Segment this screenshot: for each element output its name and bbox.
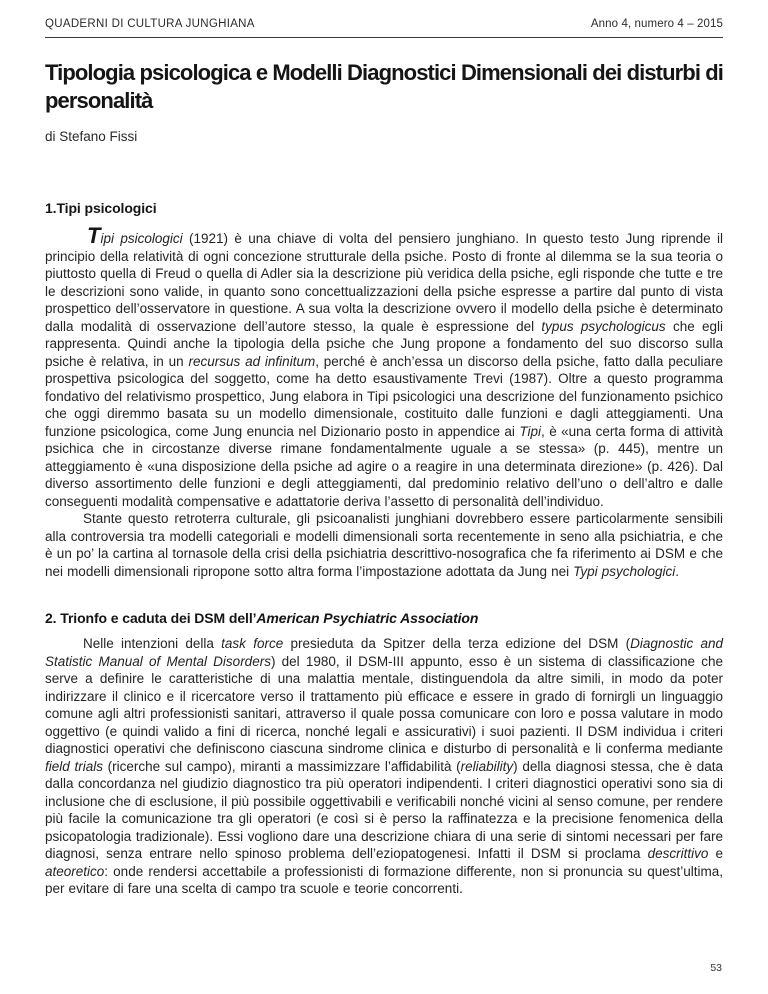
journal-name: QUADERNI DI CULTURA JUNGHIANA	[45, 18, 255, 30]
paragraph	[45, 225, 723, 510]
italic-text-run: recursus ad infinitum	[188, 353, 316, 369]
text-run: , è «una certa forma di attività psichica che in circostanze diverse rimane fondamentalmente uguale a se stessa» (p. 445), mentre un atteggiamento è «una disposizione della psiche ad agire o a reagire in una determinata direzione» (p. 426). Dal diverso assortimento delle funzioni e degli atteggiamenti, dal predominio relativo dell’uno o dell’altro e dalle conseguenti modalità compensative e adattatorie deriva l’assetto di personalità dell’individuo.	[45, 423, 723, 509]
page-number: 53	[710, 962, 722, 974]
issue-info: Anno 4, numero 4 – 2015	[590, 18, 723, 30]
italic-text-run: ateoretico	[45, 863, 105, 879]
article-title: Tipologia psicologica e Modelli Diagnostici Dimensionali dei disturbi di personalità	[45, 60, 724, 113]
section-heading	[45, 610, 723, 626]
text-run: Nelle intenzioni della	[83, 636, 222, 651]
running-header	[45, 18, 723, 38]
byline: di Stefano Fissi	[45, 129, 138, 144]
italic-text-run: Tipi	[519, 423, 542, 439]
italic-text-run: Diagnostic and Statistic Manual of Mental Disorders	[45, 636, 724, 669]
drop-cap-initial: T	[87, 223, 101, 248]
text-run: .	[675, 563, 680, 579]
italic-text-run: task force	[221, 636, 284, 651]
italic-text-run: descrittivo	[647, 846, 709, 861]
text-run: ) del 1980, il DSM-III appunto, esso è un sistema di classificazione che serve a definire le caratteristiche di una malattia mentale, distinguendola da altre simili, in modo da poter indirizzare il clinico e il ricercatore verso il trattamento più efficace e essere in grado di fornirgli un linguaggio comune agli altri professionisti sanitari, attraverso il quale possa comunicare con loro e possa valutare in modo oggettivo (e quindi valido a fini di ricerca, nonché legali e assicurativi) i suoi pazienti. Il DSM individua i criteri diagnostici operativi che definiscono ciascuna sindrome clinica e disturbo di personalità e li conferma mediante	[45, 653, 723, 756]
text-run: e	[708, 846, 724, 861]
article-body	[45, 200, 723, 898]
text-run: presieduta da Spitzer della terza edizione del DSM (	[283, 636, 631, 651]
text-run: che egli rappresenta. Quindi anche la tipologia della psiche che Jung propone a fondamento del suo discorso sulla psiche è relativa, in un	[45, 318, 723, 369]
text-run: Stante questo retroterra culturale, gli psicoanalisti junghiani dovrebbero essere particolarmente sensibili alla controversia tra modelli categoriali e modelli dimensionali sorta recentemente in seno alla psichiatria, e che è un po’ la cartina al tornasole della crisi della psichiatria descrittivo-nosografica che fa riferimento ai DSM e che nei modelli dimensionali ripropone sotto altra forma l’impostazione adottata da Jung nei	[45, 511, 723, 579]
article-section-2	[45, 610, 723, 898]
italic-text-run: ipi psicologici	[100, 231, 183, 246]
text-run: ) della diagnosi stessa, che è data dalla concordanza nel giudizio diagnostico tra più operatori indipendenti. I criteri diagnostici operativi sono sia di inclusione che di esclusione, il più possibile oggettivabili e verificabili nonché vicini al senso comune, per rendere più facile la comunicazione tra gli operatori (e così si è perso la raffinatezza e la precisione fenomenica della psicopatologia tradizionale). Essi vogliono dare una descrizione chiara di una serie di sintomi necessari per fare diagnosi, senza entrare nello spinoso problema dell’eziopatogenesi. Infatti il DSM si proclama	[45, 758, 723, 861]
italic-text-run: reliability	[460, 758, 514, 774]
paragraph	[45, 510, 723, 580]
italic-text-run: field trials	[45, 758, 103, 774]
italic-text-run: Typi psychologici	[573, 563, 676, 579]
text-run: (ricerche sul campo), miranti a massimizzare l’affidabilità (	[102, 758, 461, 774]
text-run: 2. Trionfo e caduta dei DSM dell’	[45, 610, 257, 626]
text-run: , perché è anch’essa un discorso della psiche, fatto dalla peculiare prospettiva psicologica del soggetto, come ha detto esaustivamente Trevi (1987). Oltre a questo programma fondativo del relativismo prospettico, Jung elabora in Tipi psicologici una descrizione del funzionamento psichico che oggi diremmo basata su un modello dimensionale, costituito dalle funzioni e dagli atteggiamenti. Una funzione psicologica, come Jung enuncia nel Dizionario posto in appendice ai	[45, 353, 723, 439]
italic-text-run: typus psychologicus	[541, 318, 666, 334]
paragraph	[45, 635, 723, 898]
article-section-1	[45, 200, 723, 580]
italic-text-run: American Psychiatric Association	[256, 610, 479, 626]
text-run: : onde rendersi accettabile a professionisti di formazione differente, non si pronuncia su quest’ultima, per evitare di fare una scelta di campo tra scuole e teorie concorrenti.	[45, 863, 723, 896]
section-heading	[45, 200, 723, 216]
text-run: (1921) è una chiave di volta del pensiero junghiano. In questo testo Jung riprende il principio della relatività di ogni concezione strutturale della psiche. Posto di fronte al dilemma se la sua teoria o piuttosto quella di Freud o quella di Adler sia la descrizione più veridica della psiche, egli risponde che tutte e tre le descrizioni sono valide, in quanto sono concettualizzazioni della psiche espresse a partire dal punto di vista prospettico dell’osservatore in questione. A sua volta la descrizione ovvero il modello della psiche è determinato dalla modalità di osservazione dell’autore stesso, la quale è espressione del	[45, 231, 723, 334]
text-run: 1.Tipi psicologici	[45, 200, 157, 216]
